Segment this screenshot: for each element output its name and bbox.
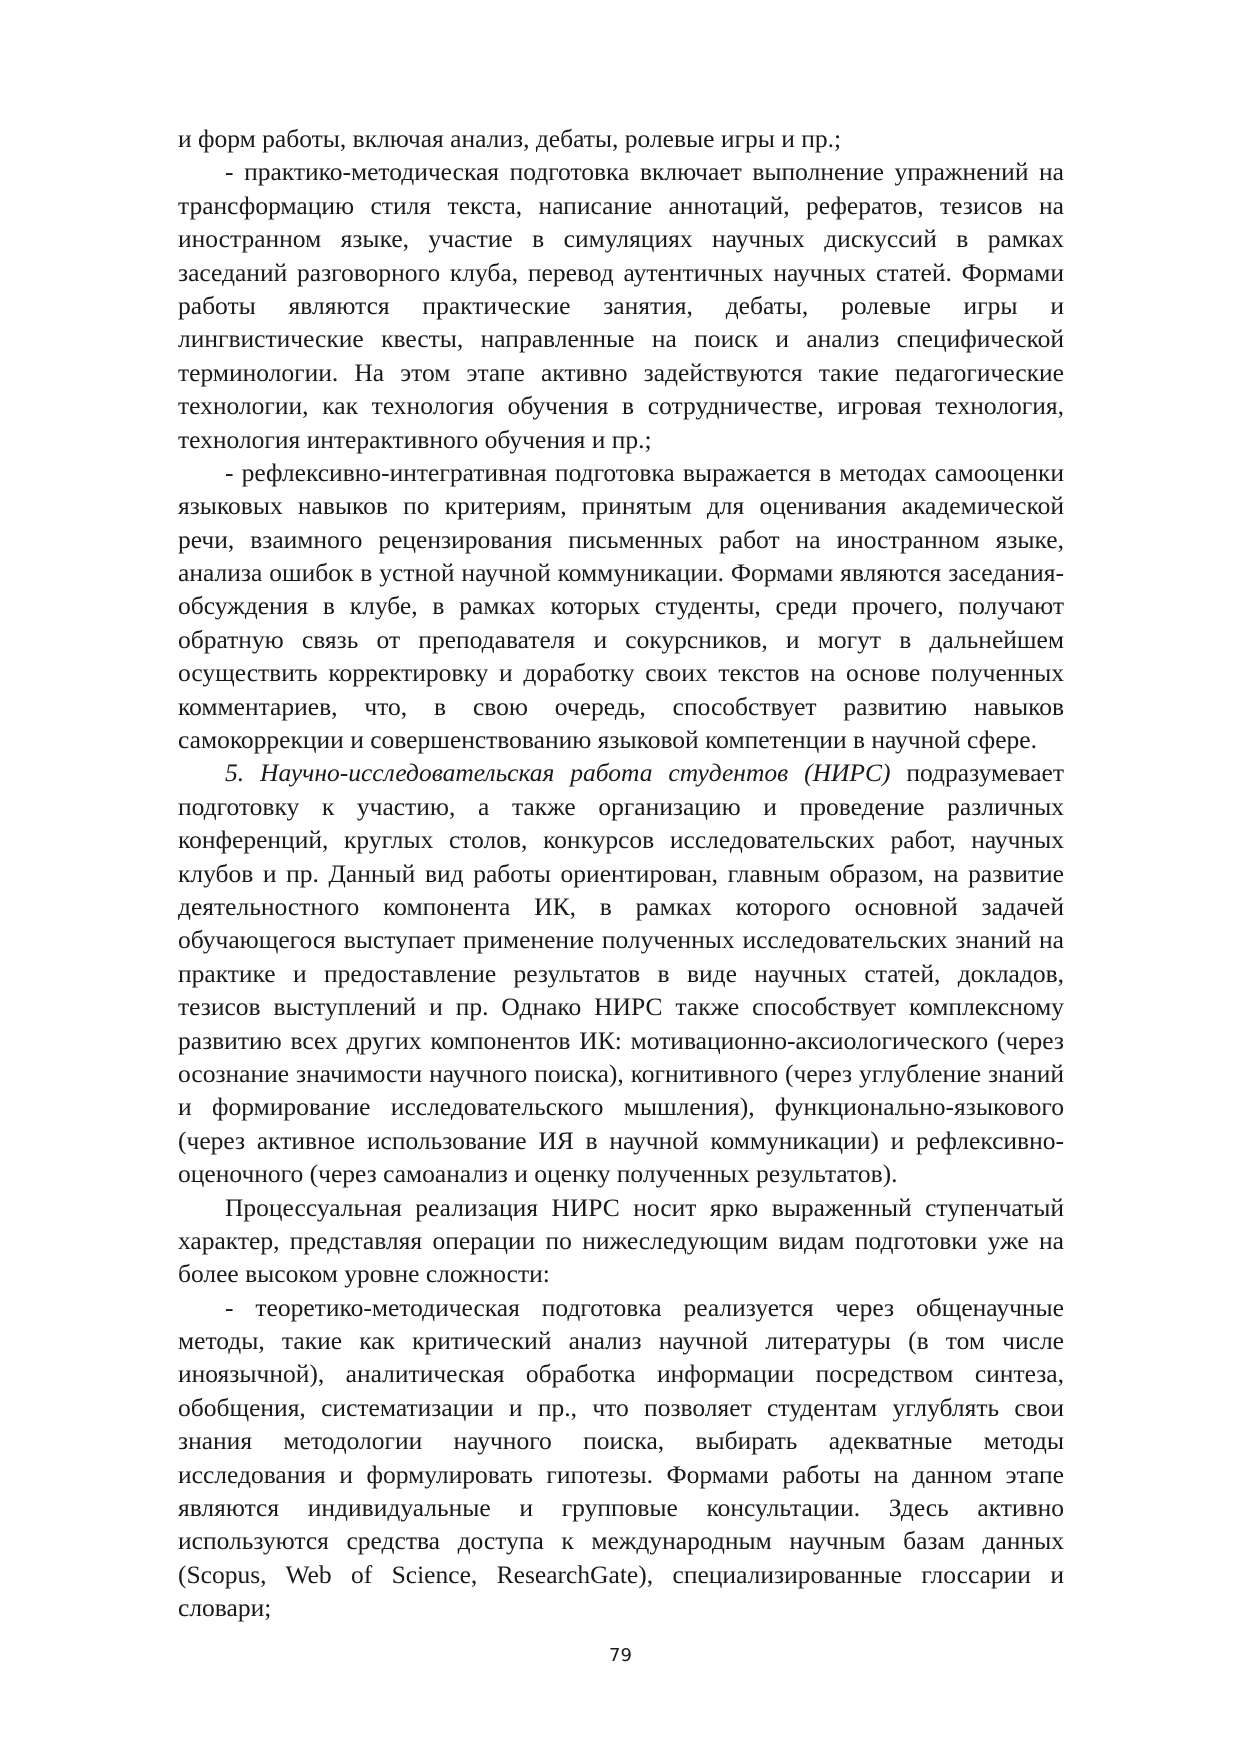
line-text: заседаний разговорного клуба, перевод аутентичных научных статей. Формами	[178, 257, 1064, 287]
text-line	[178, 1424, 1064, 1457]
text-line	[178, 1057, 1064, 1090]
text-line	[178, 1291, 1064, 1324]
text-line	[178, 456, 1064, 489]
text-line	[178, 890, 1064, 923]
section-heading-italic: 5. Научно-исследовательская работа студентов (НИРС)	[225, 758, 891, 788]
line-text: технологии, как технология обучения в сотрудничестве, игровая технология,	[178, 391, 1064, 421]
text-line	[178, 1524, 1064, 1557]
line-text: характер, представляя операции по нижеследующим видам подготовки уже на	[178, 1225, 1064, 1255]
text-line	[178, 423, 1064, 456]
text-line	[178, 1157, 1064, 1190]
paragraph	[178, 756, 1064, 1190]
line-text: методы, такие как критический анализ научной литературы (в том числе	[178, 1326, 1064, 1356]
line-text: более высоком уровне сложности:	[178, 1259, 550, 1289]
line-text: и форм работы, включая анализ, дебаты, ролевые игры и пр.;	[178, 124, 842, 153]
text-line	[178, 1191, 1064, 1224]
line-text: анализа ошибок в устной научной коммуникации. Формами являются заседания-	[178, 558, 1064, 588]
paragraph	[178, 155, 1064, 456]
line-text: обучающегося выступает применение полученных исследовательских знаний на	[178, 925, 1064, 955]
text-line	[178, 1591, 1064, 1624]
line-text: комментариев, что, в свою очередь, способствует развитию навыков	[178, 691, 1064, 721]
text-line	[178, 523, 1064, 556]
text-line	[178, 189, 1064, 222]
text-line	[178, 1391, 1064, 1424]
text-line	[178, 823, 1064, 856]
text-line	[178, 857, 1064, 890]
text-line	[178, 1224, 1064, 1257]
text-line	[178, 489, 1064, 522]
text-line	[178, 289, 1064, 322]
text-line	[178, 923, 1064, 956]
text-line	[178, 1357, 1064, 1390]
text-line	[178, 122, 1064, 155]
line-text: исследования и формулировать гипотезы. Формами работы на данном этапе	[178, 1459, 1064, 1489]
line-text: обратную связь от преподавателя и сокурсников, и могут в дальнейшем	[178, 624, 1064, 654]
text-line	[178, 656, 1064, 689]
text-line	[178, 1491, 1064, 1524]
text-line	[178, 1324, 1064, 1357]
line-text: - теоретико-методическая подготовка реализуется через общенаучные	[225, 1292, 1064, 1322]
text-line	[178, 1124, 1064, 1157]
line-text: обобщения, систематизации и пр., что позволяет студентам углублять свои	[178, 1392, 1064, 1422]
line-text: самокоррекции и совершенствованию языковой компетенции в научной сфере.	[178, 725, 1037, 755]
document-body	[178, 122, 1064, 1625]
line-text: (Scopus, Web of Science, ResearchGate), специализированные глоссарии и	[178, 1559, 1064, 1589]
text-line	[178, 1257, 1064, 1290]
paragraph	[178, 1291, 1064, 1625]
text-line	[178, 589, 1064, 622]
text-line	[178, 556, 1064, 589]
paragraph	[178, 1191, 1064, 1291]
line-text: и формирование исследовательского мышления), функционально-языкового	[178, 1092, 1064, 1122]
line-text: технология интерактивного обучения и пр.;	[178, 424, 652, 454]
line-text: развитию всех других компонентов ИК: мотивационно-аксиологического (через	[178, 1025, 1064, 1055]
line-text: обсуждения в клубе, в рамках которых студенты, среди прочего, получают	[178, 591, 1064, 621]
text-line	[178, 256, 1064, 289]
line-text: подготовку к участию, а также организацию и проведение различных	[178, 791, 1064, 821]
line-text: работы являются практические занятия, дебаты, ролевые игры и	[178, 290, 1064, 320]
text-line	[178, 790, 1064, 823]
text-line	[178, 356, 1064, 389]
line-text: Процессуальная реализация НИРС носит ярко выраженный ступенчатый	[225, 1192, 1064, 1222]
line-text: словари;	[178, 1593, 272, 1623]
line-text: осознание значимости научного поиска), когнитивного (через углубление знаний	[178, 1058, 1064, 1088]
line-text: (через активное использование ИЯ в научной коммуникации) и рефлексивно-	[178, 1125, 1064, 1155]
line-text: подразумевает	[890, 758, 1064, 788]
paragraph	[178, 456, 1064, 757]
line-text: клубов и пр. Данный вид работы ориентирован, главным образом, на развитие	[178, 858, 1064, 888]
text-line	[178, 957, 1064, 990]
line-text: деятельностного компонента ИК, в рамках которого основной задачей	[178, 891, 1064, 921]
text-line	[178, 1558, 1064, 1591]
line-text: являются индивидуальные и групповые консультации. Здесь активно	[178, 1493, 1064, 1523]
line-text: языковых навыков по критериям, принятым для оценивания академической	[178, 491, 1064, 521]
line-text: знания методологии научного поиска, выбирать адекватные методы	[178, 1426, 1064, 1456]
text-line	[178, 389, 1064, 422]
line-text: осуществить корректировку и доработку своих текстов на основе полученных	[178, 658, 1064, 688]
line-text: - практико-методическая подготовка включает выполнение упражнений на	[225, 157, 1064, 187]
line-text: практике и предоставление результатов в виде научных статей, докладов,	[178, 958, 1064, 988]
line-text: - рефлексивно-интегративная подготовка выражается в методах самооценки	[225, 457, 1064, 487]
line-text: используются средства доступа к международным научным базам данных	[178, 1526, 1064, 1556]
page-number: 79	[609, 1645, 632, 1666]
text-line	[178, 1458, 1064, 1491]
line-text: конференций, круглых столов, конкурсов исследовательских работ, научных	[178, 825, 1064, 855]
text-line	[178, 690, 1064, 723]
text-line	[178, 723, 1064, 756]
line-text: иностранном языке, участие в симуляциях научных дискуссий в рамках	[178, 224, 1064, 254]
text-line	[178, 322, 1064, 355]
text-line	[178, 1024, 1064, 1057]
text-line	[178, 756, 1064, 789]
paragraph	[178, 122, 1064, 155]
line-text: терминологии. На этом этапе активно задействуются такие педагогические	[178, 357, 1064, 387]
text-line	[178, 155, 1064, 188]
line-text: лингвистические квесты, направленные на поиск и анализ специфической	[178, 324, 1064, 354]
text-line	[178, 990, 1064, 1023]
line-text: речи, взаимного рецензирования письменных работ на иностранном языке,	[178, 524, 1064, 554]
line-text: трансформацию стиля текста, написание аннотаций, рефератов, тезисов на	[178, 190, 1064, 220]
text-line	[178, 222, 1064, 255]
line-text: тезисов выступлений и пр. Однако НИРС также способствует комплексному	[178, 992, 1064, 1022]
text-line	[178, 623, 1064, 656]
line-text: оценочного (через самоанализ и оценку полученных результатов).	[178, 1159, 898, 1189]
text-line	[178, 1090, 1064, 1123]
line-text: иноязычной), аналитическая обработка информации посредством синтеза,	[178, 1359, 1064, 1389]
